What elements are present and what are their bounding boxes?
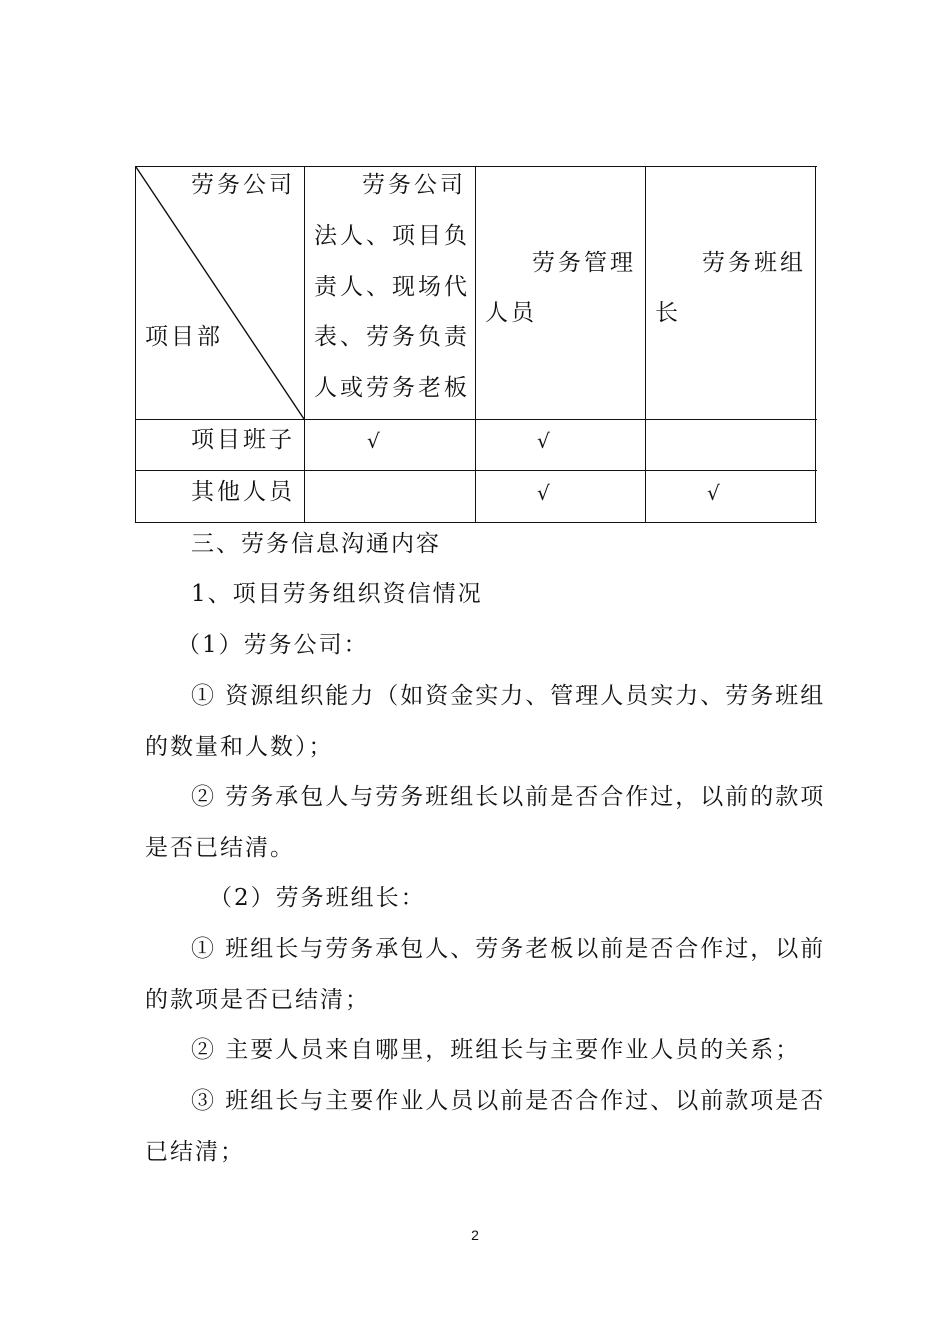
paragraph-line-continued: 的款项是否已结清； bbox=[145, 987, 370, 1013]
paragraph-line: （2）劳务班组长： bbox=[209, 885, 426, 911]
row2-col3-check: √ bbox=[707, 481, 720, 505]
paragraph-leader-cooperation bbox=[145, 924, 826, 1026]
page-number: 2 bbox=[471, 1227, 479, 1243]
row2-col2-check: √ bbox=[537, 481, 550, 505]
col2-header-line-2: 人员 bbox=[485, 300, 537, 326]
paragraph-line-continued: 已结清； bbox=[145, 1139, 245, 1165]
row1-col2-check: √ bbox=[537, 429, 550, 453]
paragraph-resource-capacity bbox=[145, 671, 826, 773]
item-heading-labor-company bbox=[145, 620, 810, 671]
item-heading-team-leader bbox=[145, 873, 810, 924]
paragraph-line: 1、项目劳务组织资信情况 bbox=[191, 581, 483, 607]
corner-header-top: 劳务公司 bbox=[191, 172, 295, 198]
col1-header-line-4: 表、劳务负责 bbox=[314, 324, 470, 350]
col1-header-line-3: 责人、现场代 bbox=[314, 274, 470, 300]
responsibility-table bbox=[135, 166, 817, 523]
table-col-divider-3 bbox=[645, 166, 646, 523]
paragraph-line-continued: 的数量和人数）； bbox=[145, 734, 334, 760]
paragraph-line: ③ 班组长与主要作业人员以前是否合作过、以前款项是否 bbox=[191, 1088, 826, 1114]
row-label-project-team: 项目班子 bbox=[191, 427, 295, 453]
table-col-divider-2 bbox=[475, 166, 476, 523]
paragraph-line: （1）劳务公司： bbox=[177, 632, 369, 658]
col1-header-line-2: 法人、项目负 bbox=[314, 223, 470, 249]
subsection-heading-1 bbox=[145, 569, 810, 620]
table-border-right bbox=[815, 166, 816, 523]
paragraph-previous-cooperation bbox=[145, 772, 826, 874]
col3-header-line-2: 长 bbox=[655, 300, 681, 326]
col3-header-line-1: 劳务班组 bbox=[702, 250, 806, 276]
section-heading-3 bbox=[145, 519, 810, 570]
paragraph-line: 三、劳务信息沟通内容 bbox=[191, 531, 441, 557]
paragraph-line-continued: 是否已结清。 bbox=[145, 835, 295, 861]
corner-header-bottom: 项目部 bbox=[145, 324, 223, 350]
paragraph-staff-cooperation bbox=[145, 1076, 826, 1178]
paragraph-line: ② 主要人员来自哪里，班组长与主要作业人员的关系； bbox=[191, 1037, 801, 1063]
paragraph-line: ① 班组长与劳务承包人、劳务老板以前是否合作过，以前 bbox=[191, 936, 826, 962]
row1-col1-check: √ bbox=[367, 429, 380, 453]
col1-header-line-1: 劳务公司 bbox=[362, 172, 466, 198]
paragraph-line: ② 劳务承包人与劳务班组长以前是否合作过，以前的款项 bbox=[191, 784, 826, 810]
row-label-other-staff: 其他人员 bbox=[191, 479, 295, 505]
col1-header-line-5: 人或劳务老板 bbox=[314, 375, 470, 401]
paragraph-main-staff-origin bbox=[145, 1025, 810, 1076]
paragraph-line: ① 资源组织能力（如资金实力、管理人员实力、劳务班组 bbox=[191, 683, 826, 709]
col2-header-line-1: 劳务管理 bbox=[532, 250, 636, 276]
